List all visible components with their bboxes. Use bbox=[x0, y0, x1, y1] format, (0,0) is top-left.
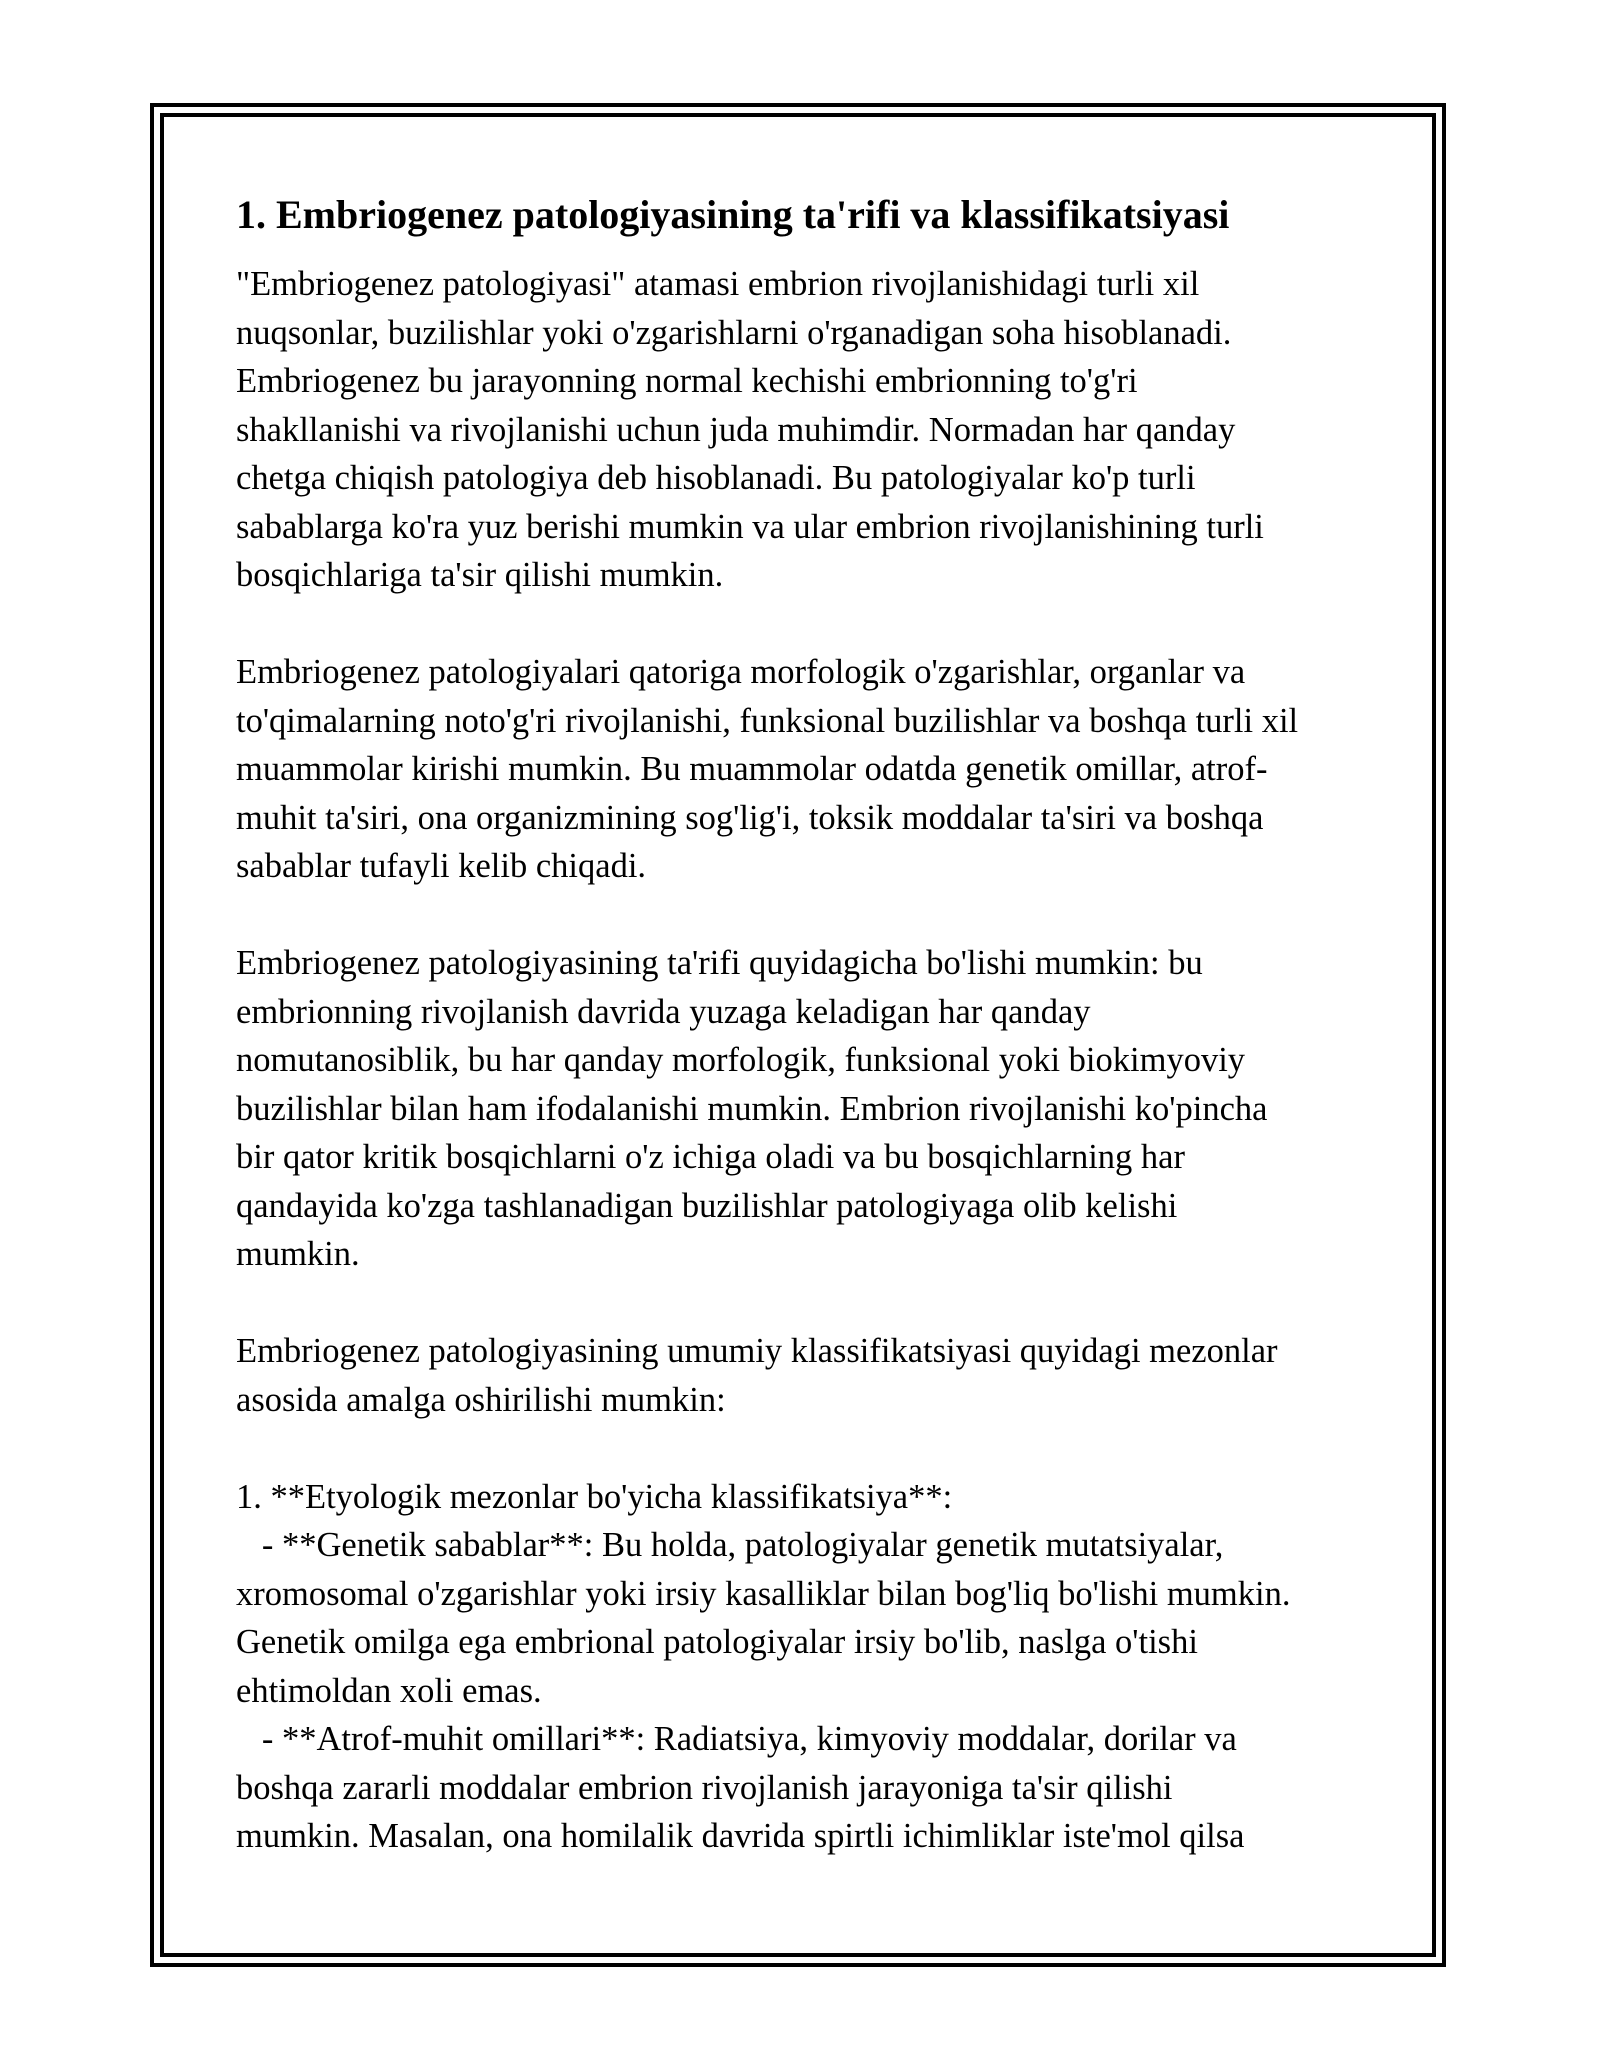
text-line: nomutanosiblik, bu har qanday morfologik, funksional yoki biokimyoviy bbox=[236, 1041, 1246, 1079]
text-line: sabablarga ko'ra yuz berishi mumkin va ular embrion rivojlanishining turli bbox=[236, 507, 1264, 546]
section-heading: 1. Embriogenez patologiyasining ta'rifi va klassifikatsiyasi bbox=[236, 192, 1230, 237]
text-line: boshqa zararli moddalar embrion rivojlanish jarayoniga ta'sir qilishi bbox=[236, 1768, 1173, 1807]
text-line: "Embriogenez patologiyasi" atamasi embrion rivojlanishidagi turli xil bbox=[236, 265, 1200, 303]
text-line: asosida amalga oshirilishi mumkin: bbox=[236, 1380, 726, 1419]
text-line: qandayida ko'zga tashlanadigan buzilishlar patologiyaga olib kelishi bbox=[236, 1186, 1178, 1225]
list-item: - **Atrof-muhit omillari**: Radiatsiya, kimyoviy moddalar, dorilar va bbox=[236, 1720, 1237, 1758]
text-line: Embriogenez patologiyasining ta'rifi quyidagicha bo'lishi mumkin: bu bbox=[236, 944, 1203, 982]
text-line: embrionning rivojlanish davrida yuzaga keladigan har qanday bbox=[236, 992, 1091, 1031]
paragraph-classification-intro bbox=[236, 1327, 1376, 1424]
paragraph-description bbox=[236, 939, 1376, 1279]
text-line: shakllanishi va rivojlanishi uchun juda muhimdir. Normadan har qanday bbox=[236, 410, 1236, 449]
text-line: Embriogenez bu jarayonning normal kechishi embrionning to'g'ri bbox=[236, 362, 1138, 400]
text-line: ehtimoldan xoli emas. bbox=[236, 1671, 542, 1710]
text-line: buzilishlar bilan ham ifodalanishi mumkin. Embrion rivojlanishi ko'pincha bbox=[236, 1089, 1268, 1128]
classification-list bbox=[236, 1473, 1376, 1861]
paragraph-definition bbox=[236, 260, 1376, 600]
list-item: 1. **Etyologik mezonlar bo'yicha klassifikatsiya**: bbox=[236, 1477, 953, 1516]
text-line: bir qator kritik bosqichlarni o'z ichiga oladi va bu bosqichlarning har bbox=[236, 1138, 1185, 1176]
text-line: Embriogenez patologiyasining umumiy klassifikatsiyasi quyidagi mezonlar bbox=[236, 1332, 1278, 1370]
text-line: nuqsonlar, buzilishlar yoki o'zgarishlarni o'rganadigan soha hisoblanadi. bbox=[236, 313, 1232, 352]
text-line: mumkin. bbox=[236, 1235, 360, 1273]
text-line: chetga chiqish patologiya deb hisoblanadi. Bu patologiyalar ko'p turli bbox=[236, 459, 1196, 497]
text-line: muhit ta'siri, ona organizmining sog'lig'i, toksik moddalar ta'siri va boshqa bbox=[236, 798, 1264, 837]
text-line: Embriogenez patologiyalari qatoriga morfologik o'zgarishlar, organlar va bbox=[236, 653, 1246, 691]
paragraph-types bbox=[236, 648, 1376, 891]
text-line: bosqichlariga ta'sir qilishi mumkin. bbox=[236, 556, 724, 594]
document-body bbox=[236, 190, 1376, 1861]
list-item: - **Genetik sabablar**: Bu holda, patologiyalar genetik mutatsiyalar, bbox=[236, 1526, 1224, 1564]
text-line: xromosomal o'zgarishlar yoki irsiy kasalliklar bilan bog'liq bo'lishi mumkin. bbox=[236, 1574, 1291, 1613]
text-line: sabablar tufayli kelib chiqadi. bbox=[236, 847, 647, 885]
text-line: mumkin. Masalan, ona homilalik davrida spirtli ichimliklar iste'mol qilsa bbox=[236, 1817, 1245, 1855]
text-line: Genetik omilga ega embrional patologiyalar irsiy bo'lib, naslga o'tishi bbox=[236, 1623, 1198, 1661]
text-line: to'qimalarning noto'g'ri rivojlanishi, funksional buzilishlar va boshqa turli xil bbox=[236, 701, 1299, 740]
text-line: muammolar kirishi mumkin. Bu muammolar odatda genetik omillar, atrof- bbox=[236, 750, 1268, 788]
